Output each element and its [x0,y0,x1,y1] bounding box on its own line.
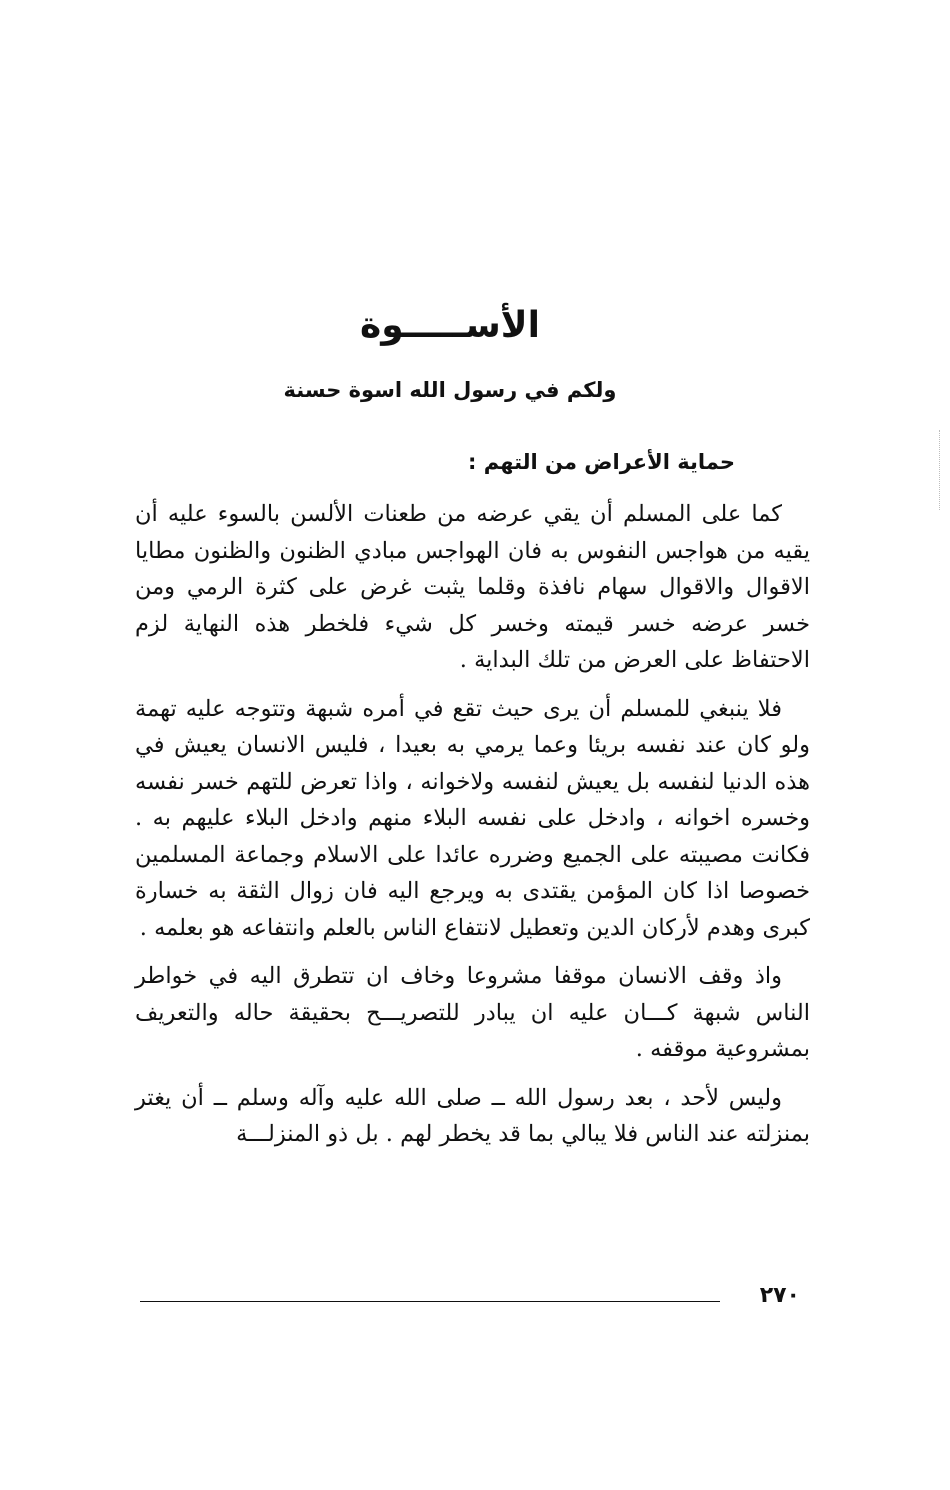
page-number: ٢٧٠ [759,1283,800,1308]
paragraph-1: كما على المسلم أن يقي عرضه من طعنات الألسن بالسوء عليه أن يقيه من هواجس النفوس به فان الهواجس مبادي الظنون والظنون مطايا الاقوال والاقوال سهام نافذة وقلما يثبت غرض على كثرة الرمي ومن خسر عرضه خسر قيمته وخسر كل شيء فلخطر هذه النهاية لزم الاحتفاظ على العرض من تلك البداية . [135,501,810,673]
paragraph-3: واذ وقف الانسان موقفا مشروعا وخاف ان تتطرق اليه في خواطر الناس شبهة كـــان عليه ان يبادر للتصريـــح بحقيقة حاله والتعريف بمشروعية موقفه . [135,963,810,1062]
section-heading: حماية الأعراض من التهم : [468,450,735,474]
page-title: الأســـــوة [360,305,540,346]
page-footer [140,1277,800,1317]
footer-rule [140,1301,720,1302]
body-text [135,496,810,1153]
scan-gutter-marks [937,430,940,510]
page-subtitle: ولكم في رسول الله اسوة حسنة [283,378,617,402]
paragraph-4: وليس لأحد ، بعد رسول الله ــ صلى الله عليه وآله وسلم ــ أن يغتر بمنزلته عند الناس فلا يبالي بما قد يخطر لهم . بل ذو المنزلـــة [135,1084,810,1147]
paragraph-2: فلا ينبغي للمسلم أن يرى حيث تقع في أمره شبهة وتتوجه عليه تهمة ولو كان عند نفسه بريئا وعما يرمي به بعيدا ، فليس الانسان يعيش في هذه الدنيا لنفسه بل يعيش لنفسه ولاخوانه ، واذا تعرض للتهم خسر نفسه وخسره اخوانه ، وادخل على نفسه البلاء منهم وادخل البلاء عليهم به . فكانت مصيبته على الجميع وضرره عائدا على الاسلام وجماعة المسلمين خصوصا اذا كان المؤمن يقتدى به ويرجع اليه فان زوال الثقة به خسارة كبرى وهدم لأركان الدين وتعطيل لانتفاع الناس بالعلم وانتفاعه هو بعلمه . [135,695,810,941]
